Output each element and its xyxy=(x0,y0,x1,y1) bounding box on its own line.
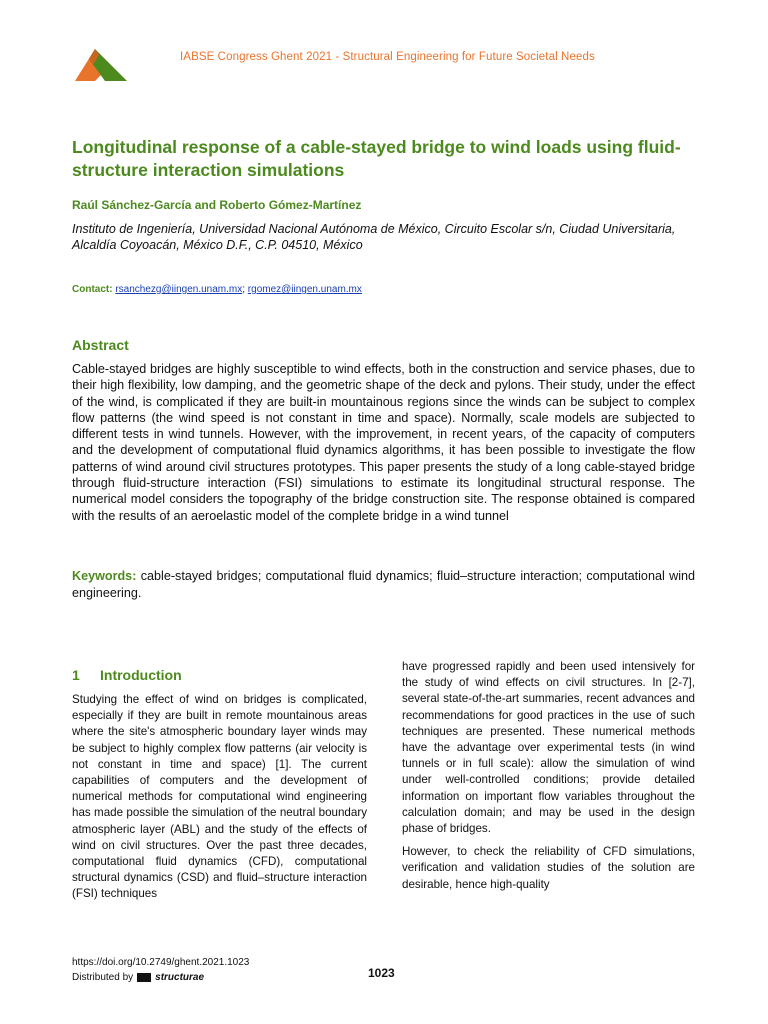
abstract-body: Cable-stayed bridges are highly susceptible to wind effects, both in the construction and service phases, due to their high flexibility, low damping, and the geometric shape of the deck and pylons. Their study, under the effect of the wind, is complicated if they are built-in mountainous regions since the winds can be subject to complex flow patterns (the wind speed is not constant in time and space). Normally, scale models are subjected to different tests in wind tunnels. However, with the improvement, in recent years, of the capacity of computers and the development of computational fluid dynamics algorithms, it has been possible to investigate the flow patterns of wind around civil structures prototypes. This paper presents the study of a long cable-stayed bridge through fluid-structure interaction (FSI) simulations to estimate its longitudinal structural response. The numerical model considers the topography of the bridge construction site. The response obtained is compared with the results of an aeroelastic model of the complete bridge in a wind tunnel xyxy=(72,362,695,523)
paper-title: Longitudinal response of a cable-stayed bridge to wind loads using fluid-structure interaction simulations xyxy=(72,137,681,180)
email-link-2[interactable]: rgomez@iingen.unam.mx xyxy=(247,284,362,295)
keywords xyxy=(72,568,695,602)
introduction-heading xyxy=(72,667,182,683)
email-link-1[interactable]: rsanchezg@iingen.unam.mx xyxy=(115,284,243,295)
contact-line xyxy=(72,284,362,295)
abstract-heading: Abstract xyxy=(72,337,129,353)
authors: Raúl Sánchez-García and Roberto Gómez-Martínez xyxy=(72,198,362,212)
right-column xyxy=(402,659,695,900)
distributed-by-label: Distributed by xyxy=(72,972,134,983)
keywords-text: cable-stayed bridges; computational fluid dynamics; fluid–structure interaction; computational wind engineering. xyxy=(72,569,695,600)
intro-paragraph-right-1: have progressed rapidly and been used intensively for the study of wind effects on civil structures. In [2-7], several state-of-the-art summaries, recent advances and recommendations for good practices in the use of such techniques are presented. These numerical methods have the advantage over experimental tests (in wind tunnels or in full scale): allow the simulation of wind under well-controlled conditions; provide detailed information on important flow variables throughout the calculation domain; and may be used in the design phase of bridges. xyxy=(402,660,695,836)
distributed-by xyxy=(72,972,204,983)
contact-separator: ; xyxy=(242,284,246,295)
section-number: 1 xyxy=(72,667,80,683)
page-number: 1023 xyxy=(368,966,395,980)
section-title: Introduction xyxy=(100,667,182,683)
conference-header: IABSE Congress Ghent 2021 - Structural Engineering for Future Societal Needs xyxy=(180,51,595,63)
affiliation: Instituto de Ingeniería, Universidad Nacional Autónoma de México, Circuito Escolar s/n, Ciudad Universitaria, Alcaldía Coyoacán, México D.F., C.P. 04510, México xyxy=(72,222,676,252)
intro-paragraph-left: Studying the effect of wind on bridges is complicated, especially if they are built in remote mountainous areas where the site's atmospheric boundary layer winds may be subject to highly complex flow patterns (air velocity is not constant in time and space) [1]. The current capabilities of computers and the development of numerical methods for computational wind engineering has made possible the simulation of the neutral boundary atmospheric layer (ABL) and the study of the effects of wind on civil structures. Over the past three decades, computational fluid dynamics (CFD), computational structural dynamics (CSD) and fluid–structure interaction (FSI) techniques xyxy=(72,693,367,901)
left-column xyxy=(72,692,367,910)
keywords-label: Keywords: xyxy=(72,569,137,583)
structurae-brand: structurae xyxy=(155,972,205,983)
doi-link[interactable]: https://doi.org/10.2749/ghent.2021.1023 xyxy=(72,957,250,968)
structurae-logo-icon xyxy=(137,973,151,982)
iabse-logo-icon xyxy=(75,49,127,81)
intro-paragraph-right-2: However, to check the reliability of CFD simulations, verification and validation studies of the solution are desirable, hence high-quality xyxy=(402,845,695,891)
contact-label: Contact: xyxy=(72,284,113,295)
